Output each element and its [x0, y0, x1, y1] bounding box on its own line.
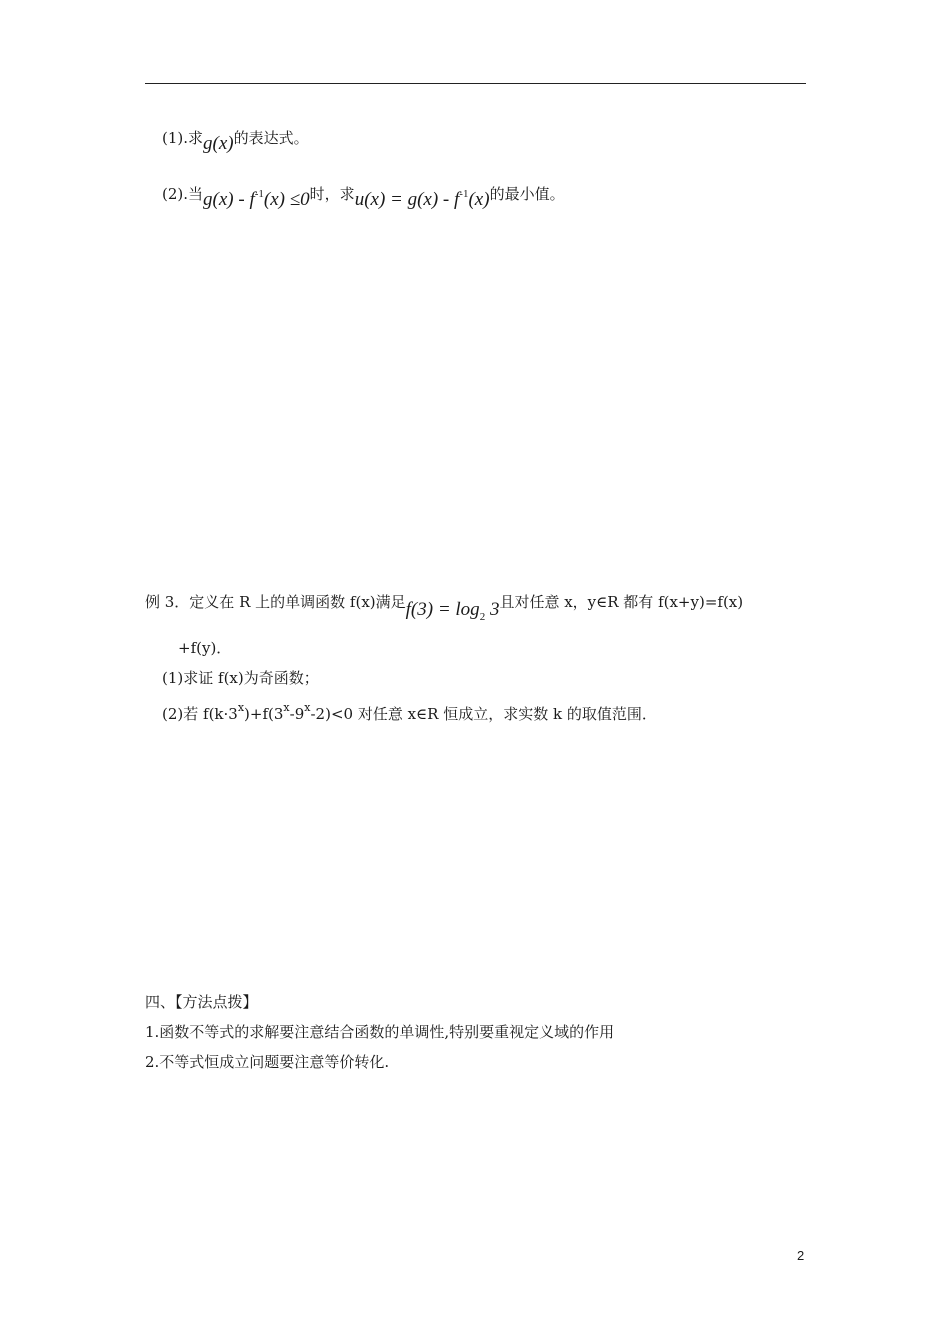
q2-condition: $g(x) - f^{-1}(x) \le 0$ [203, 188, 310, 210]
section-heading: 四、【方法点拨】 [145, 993, 258, 1011]
method-item-2: 2.不等式恒成立问题要注意等价转化. [145, 1053, 390, 1071]
q2-prefix: (2).当 [162, 185, 204, 203]
question-2 [162, 178, 565, 210]
page-number: 2 [797, 1248, 805, 1263]
header-rule [145, 83, 806, 84]
example3-line1 [145, 592, 744, 623]
q1-prefix: (1).求 [162, 129, 204, 147]
example3-part1: (1)求证 f(x)为奇函数； [162, 669, 319, 687]
q2-mid: 时，求 [309, 185, 355, 203]
q2-suffix: 的最小值。 [489, 185, 565, 203]
q1-suffix: 的表达式。 [233, 129, 309, 147]
example3-prefix: 例 3．定义在 R 上的单调函数 f(x)满足 [145, 593, 406, 611]
example3-suffix: 且对任意 x，y∈R 都有 f(x+y)=f(x) [499, 593, 744, 611]
example3-math: $f(3) = \log_2 3$ [405, 599, 500, 623]
q1-math: g(x) [203, 133, 234, 154]
example3-line2: +f(y)． [178, 639, 232, 657]
question-1 [162, 128, 309, 154]
example3-part2: (2)若 $f(k\cdot 3^x)+f(3^x-9^x-2)<0$ 对任意 x∈R 恒成立，求实数 k 的取值范围． [162, 701, 657, 723]
method-item-1: 1.函数不等式的求解要注意结合函数的单调性,特别要重视定义域的作用 [145, 1023, 615, 1041]
q2-expression: $u(x) = g(x) - f^{-1}(x)$ [354, 188, 490, 210]
